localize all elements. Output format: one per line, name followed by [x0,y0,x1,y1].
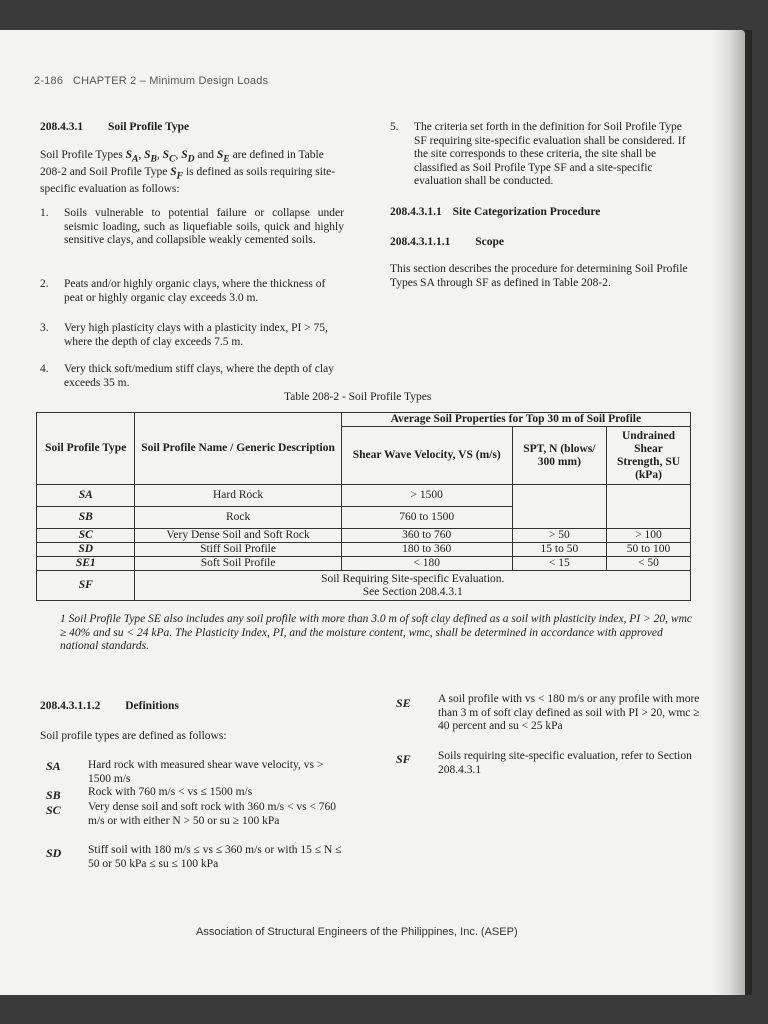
definition-symbol: SF [396,752,411,766]
table-cell-name: Rock [135,507,341,529]
definition-text: Hard rock with measured shear wave velocity, vs > 1500 m/s [88,759,324,785]
page-gutter-shadow [712,30,752,995]
table-cell-spt: > 50 [512,529,606,543]
list-text: Very thick soft/medium stiff clays, where the depth of clay exceeds 35 m. [64,363,334,389]
col-header-spt: SPT, N (blows/ 300 mm) [512,427,606,485]
merged-text: See Section 208.4.3.1 [362,585,463,598]
section-number: 208.4.3.1.1.2 [40,700,101,712]
table-cell-name: Hard Rock [135,485,341,507]
section-title: Soil Profile Type [108,121,190,133]
list-number: 5. [390,121,399,133]
table-cell-spt [512,485,606,529]
table-cell-spt: 15 to 50 [512,543,606,557]
table-footnote: 1 Soil Profile Type SE also includes any soil profile with more than 3.0 m of soft clay defined as a soil with plasticity index, PI > 20, wmc ≥ 40% and su < 24 kPa. The Plasticity Index, PI, and the moisture content, wmc, shall be determined in accordance with approved national standards. [60,613,692,652]
table-cell-merged [135,571,691,601]
definition-text: A soil profile with vs < 180 m/s or any profile with more than 3 m of soft clay defined as soil with PI > 20, wmc ≥ 40 percent and su < 25 kPa [438,693,700,732]
definitions-intro: Soil profile types are defined as follows: [40,730,227,742]
table-cell-type: SF [78,579,93,591]
table-row [37,557,691,571]
definition-symbol: SC [46,803,61,817]
col-header-name: Soil Profile Name / Generic Description [135,413,341,485]
definition-text: Rock with 760 m/s < vs ≤ 1500 m/s [88,786,253,798]
table-row [37,529,691,543]
merged-text: Soil Requiring Site-specific Evaluation. [321,572,505,585]
table-cell-name: Very Dense Soil and Soft Rock [135,529,341,543]
definitions-heading [40,700,179,712]
table-cell-vs: < 180 [341,557,512,571]
definition-symbol: SB [46,788,61,802]
table-row [37,543,691,557]
list-text: Soils vulnerable to potential failure or collapse under seismic loading, such as liquefiable soils, quick and highly sensitive clays, and collapsible weakly cemented soils. [64,207,344,246]
definition-symbol: SE [396,696,411,710]
section-number: 208.4.3.1.1 [390,206,442,218]
col-header-vs: Shear Wave Velocity, VS (m/s) [341,427,512,485]
table-cell-su [607,485,691,529]
running-header [34,75,268,87]
table-cell-name: Stiff Soil Profile [135,543,341,557]
subsection-heading [390,236,504,248]
definition-text: Very dense soil and soft rock with 360 m/s < vs < 760 m/s or with either N > 50 or su ≥ 100 kPa [88,801,337,827]
table-cell-type: SD [78,543,94,555]
list-text: Peats and/or highly organic clays, where the thickness of peat or highly organic clay exceeds 3.0 m. [64,278,326,304]
chapter-title: CHAPTER 2 – Minimum Design Loads [72,75,269,87]
table-cell-type: SA [78,489,93,501]
col-header-su: Undrained Shear Strength, SU (kPa) [607,427,691,485]
table-cell-type: SC [78,529,93,541]
list-number: 2. [40,278,49,290]
scope-paragraph: This section describes the procedure for determining Soil Profile Types SA through SF as defined in Table 208-2. [390,263,688,289]
table-cell-su: > 100 [607,529,691,543]
group-header: Average Soil Properties for Top 30 m of Soil Profile [341,413,690,427]
list-number: 1. [40,207,49,219]
section-intro: Soil Profile Types $S_A$, $S_B$, $S_C$, $S_D$ and $S_E$ are defined in Table 208-2 and Soil Profile Type $S_F$ is defined as soils requiring site-specific evaluation as follows: [40,149,336,195]
section-title: Definitions [125,700,179,712]
list-number: 4. [40,363,49,375]
definition-text: Soils requiring site-specific evaluation, refer to Section 208.4.3.1 [438,750,692,776]
list-text: Very high plasticity clays with a plasticity index, PI > 75, where the depth of clay exceeds 7.5 m. [64,322,328,348]
section-number: 208.4.3.1 [40,121,84,133]
section-title: Site Categorization Procedure [452,206,601,218]
page-number: 2-186 [34,75,64,87]
table-cell-name: Soft Soil Profile [135,557,341,571]
table-cell-su: 50 to 100 [607,543,691,557]
section-title: Scope [475,236,504,248]
table-cell-su: < 50 [607,557,691,571]
definition-symbol: SD [46,846,62,860]
subsection-heading [390,206,600,218]
table-cell-type: SB [78,511,93,523]
soil-profile-table [36,412,691,601]
list-number: 3. [40,322,49,334]
table-cell-vs: 760 to 1500 [341,507,512,529]
table-cell-vs: > 1500 [341,485,512,507]
list-item [40,322,344,349]
table-caption: Table 208-2 - Soil Profile Types [284,391,432,403]
section-heading [40,121,189,133]
list-item [390,121,696,189]
definition-text: Stiff soil with 180 m/s ≤ vs ≤ 360 m/s or with 15 ≤ N ≤ 50 or 50 kPa ≤ su ≤ 100 kPa [88,844,342,870]
list-item [40,207,344,248]
table-cell-type: SE1 [75,557,96,569]
section-number: 208.4.3.1.1.1 [390,236,451,248]
list-text: The criteria set forth in the definition for Soil Profile Type SF requiring site-specific evaluation shall be considered. If the site corresponds to these criteria, the site shall be classified as Soil Profile Type SF and a site-specific evaluation shall be conducted. [414,121,686,187]
table-cell-vs: 180 to 360 [341,543,512,557]
list-item [40,363,344,390]
table-cell-vs: 360 to 760 [341,529,512,543]
table-cell-spt: < 15 [512,557,606,571]
definition-symbol: SA [46,759,61,773]
list-item [40,278,344,305]
table-row [37,571,691,601]
table-row [37,485,691,507]
page-footer: Association of Structural Engineers of the Philippines, Inc. (ASEP) [196,926,518,938]
col-header-type: Soil Profile Type [37,413,135,485]
